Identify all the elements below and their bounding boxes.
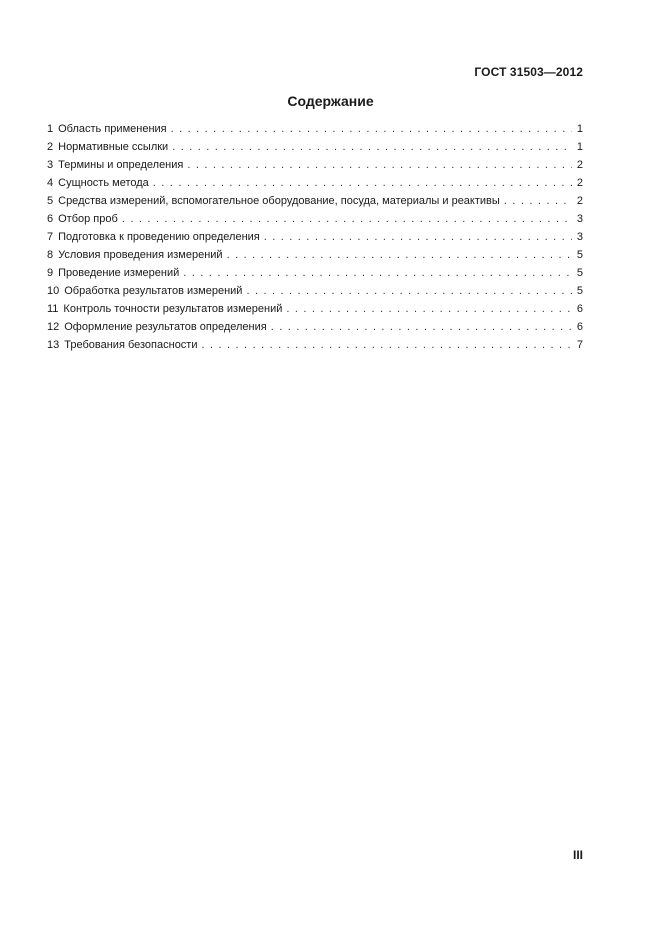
toc-entry-title: Отбор проб — [58, 213, 118, 225]
dot-leader — [187, 156, 572, 174]
toc-entry-number: 6 — [47, 213, 54, 225]
toc-entry-title: Обработка результатов измерений — [64, 285, 243, 297]
dot-leader — [286, 300, 572, 318]
toc-entry-title: Нормативные ссылки — [58, 141, 169, 153]
toc-entry-page: 3 — [576, 213, 583, 225]
dot-leader — [183, 264, 572, 282]
toc-entry[interactable] — [47, 138, 583, 156]
toc-entry[interactable] — [47, 336, 583, 354]
toc-entry[interactable] — [47, 210, 583, 228]
toc-entry-page: 5 — [576, 267, 583, 279]
toc-entry[interactable] — [47, 228, 583, 246]
dot-leader — [504, 192, 572, 210]
toc-entry-title: Проведение измерений — [58, 267, 180, 279]
page-number: III — [572, 848, 583, 862]
toc-entry-number: 9 — [47, 267, 54, 279]
dot-leader — [246, 282, 572, 300]
toc-entry-page: 3 — [576, 231, 583, 243]
toc-entry-number: 10 — [47, 285, 60, 297]
toc-entry-page: 6 — [576, 303, 583, 315]
toc-entry-number: 3 — [47, 159, 54, 171]
dot-leader — [264, 228, 572, 246]
toc-entry[interactable] — [47, 318, 583, 336]
toc-entry-title: Область применения — [58, 123, 167, 135]
toc-entry[interactable] — [47, 246, 583, 264]
toc-entry-page: 5 — [576, 285, 583, 297]
toc-entry-number: 4 — [47, 177, 54, 189]
toc-title: Содержание — [287, 93, 374, 109]
toc-entry-page: 2 — [576, 195, 583, 207]
dot-leader — [202, 336, 573, 354]
toc-entry-page: 2 — [576, 159, 583, 171]
dot-leader — [227, 246, 572, 264]
toc-entry-title: Подготовка к проведению определения — [58, 231, 260, 243]
toc-entry-title: Термины и определения — [58, 159, 184, 171]
toc-entry-page: 7 — [576, 339, 583, 351]
toc-entry-number: 5 — [47, 195, 54, 207]
toc-entry-number: 2 — [47, 141, 54, 153]
toc-entry-page: 2 — [576, 177, 583, 189]
toc-entry-page: 1 — [576, 123, 583, 135]
table-of-contents — [47, 120, 583, 354]
toc-entry-page: 1 — [576, 141, 583, 153]
document-id: ГОСТ 31503—2012 — [474, 65, 583, 79]
dot-leader — [122, 210, 572, 228]
toc-entry-title: Сущность метода — [58, 177, 149, 189]
toc-entry-number: 13 — [47, 339, 60, 351]
dot-leader — [171, 120, 572, 138]
toc-entry-number: 1 — [47, 123, 54, 135]
toc-entry-title: Оформление результатов определения — [64, 321, 267, 333]
dot-leader — [271, 318, 572, 336]
toc-entry-number: 7 — [47, 231, 54, 243]
toc-entry-title: Условия проведения измерений — [58, 249, 223, 261]
toc-entry-title: Средства измерений, вспомогательное оборудование, посуда, материалы и реактивы — [58, 195, 500, 207]
dot-leader — [153, 174, 572, 192]
toc-entry[interactable] — [47, 300, 583, 318]
toc-entry[interactable] — [47, 156, 583, 174]
toc-entry-number: 12 — [47, 321, 60, 333]
toc-entry-number: 11 — [47, 303, 59, 315]
toc-entry[interactable] — [47, 120, 583, 138]
dot-leader — [172, 138, 572, 156]
toc-entry-title: Контроль точности результатов измерений — [63, 303, 283, 315]
toc-entry-number: 8 — [47, 249, 54, 261]
toc-entry[interactable] — [47, 174, 583, 192]
toc-entry-page: 5 — [576, 249, 583, 261]
toc-entry[interactable] — [47, 192, 583, 210]
toc-entry-title: Требования безопасности — [64, 339, 198, 351]
toc-entry[interactable] — [47, 264, 583, 282]
toc-entry[interactable] — [47, 282, 583, 300]
toc-entry-page: 6 — [576, 321, 583, 333]
